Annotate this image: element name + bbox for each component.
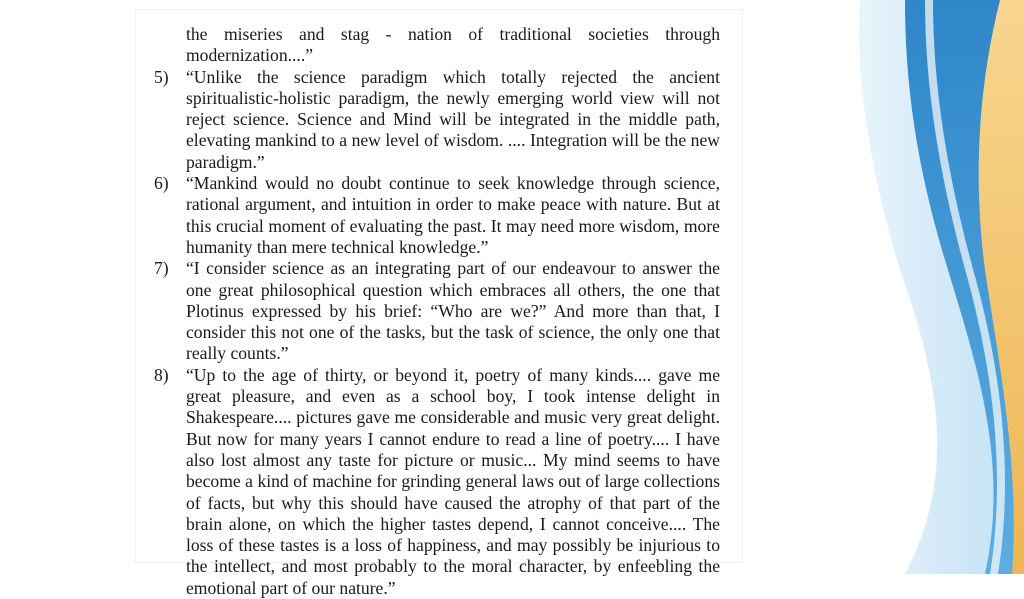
list-item-number: 8)	[154, 364, 169, 385]
list-item-text: “Up to the age of thirty, or beyond it, poetry of many kinds.... gave me great pleasure, and even as a school boy, I took intense delight in Shakespeare.... pictures gave me considerable and music very great delight. But now for many years I cannot endure to read a line of poetry.... I have also lost almost any taste for picture or music... My mind seems to have become a kind of machine for grinding general laws out of large collections of facts, but why this should have caused the atrophy of that part of the brain alone, on which the higher tastes depend, I cannot conceive.... The loss of these tastes is a loss of happiness, and may possibly be injurious to the intellect, and most probably to the moral character, by enfeebling the emotional part of our nature.”	[186, 364, 720, 598]
list-item	[136, 258, 742, 364]
list-item-number: 7)	[154, 258, 169, 279]
list-item	[136, 173, 742, 258]
list-item-text: “Mankind would no doubt continue to seek knowledge through science, rational argument, and intuition in order to make peace with nature. But at this crucial moment of evaluating the past. It may need more wisdom, more humanity than mere technical knowledge.”	[186, 173, 720, 257]
document-page	[136, 10, 742, 598]
list-item-text: “Unlike the science paradigm which totally rejected the ancient spiritualistic-holistic paradigm, the newly emerging world view will not reject science. Science and Mind will be integrated in the middle path, elevating mankind to a new level of wisdom. .... Integration will be the new paradigm.”	[186, 66, 720, 172]
list-item-number: 5)	[154, 66, 169, 87]
continuation-text: the miseries and stag - nation of traditional societies through modernization....”	[186, 24, 720, 66]
continuation-paragraph	[136, 24, 742, 67]
list-item-number: 6)	[154, 173, 169, 194]
quote-list	[136, 24, 742, 599]
list-item	[136, 67, 742, 173]
list-item-text: “I consider science as an integrating part of our endeavour to answer the one great philosophical question which embraces all others, the one that Plotinus expressed by his brief: “Who are we?” And more than that, I consider this not one of the tasks, but the task of science, the only one that really counts.”	[186, 258, 720, 364]
list-item	[136, 365, 742, 599]
